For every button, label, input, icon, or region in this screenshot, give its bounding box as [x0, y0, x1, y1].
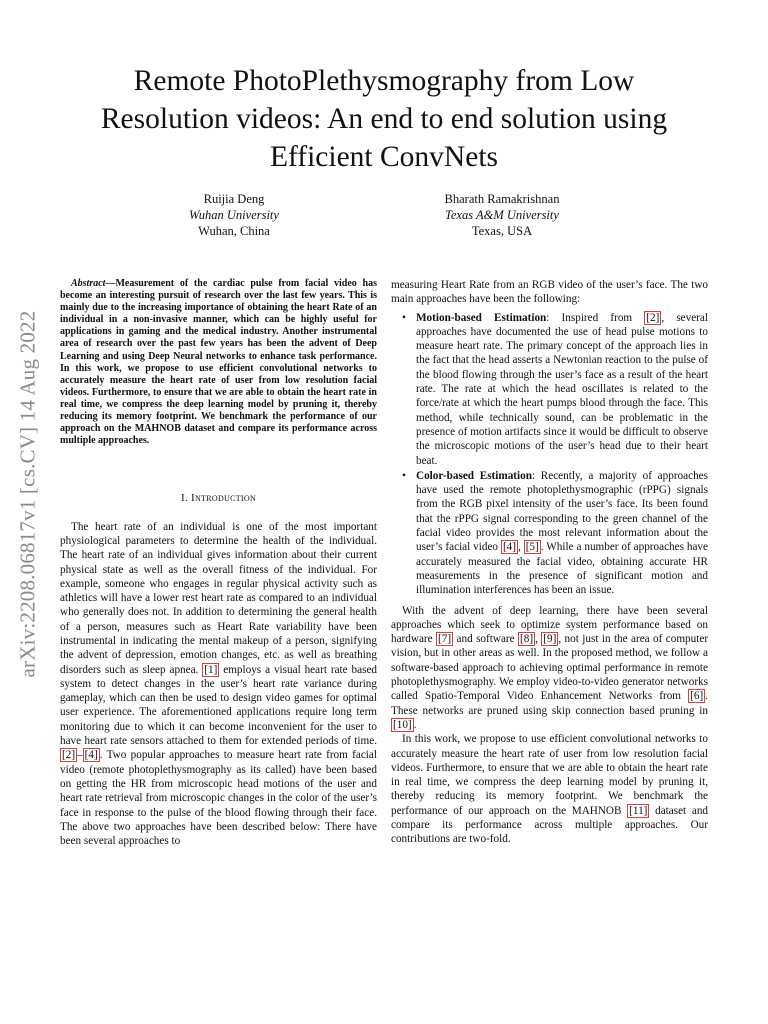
author-affiliation: Wuhan University: [189, 208, 279, 222]
author-name: Ruijia Deng: [203, 192, 265, 206]
citation-link[interactable]: [6]: [690, 690, 704, 703]
bullet-heading: Motion-based Estimation: [416, 311, 547, 324]
separator: ,: [535, 633, 538, 646]
paper-title: Remote PhotoPlethysmography from Low Resolution videos: An end to end solution using Efficient ConvNets: [100, 65, 668, 173]
abstract: [60, 278, 377, 447]
citation-link[interactable]: [4]: [84, 749, 98, 762]
bullet-text: : Inspired from: [546, 311, 633, 324]
arxiv-identifier-stamp: [14, 264, 42, 724]
paragraph-text: . Two popular approaches to measure heart rate from facial video (remote photoplethysmography as its called) have been based on getting the HR from microscopic head motions of the user and heart rate retrieval from microscopic changes in the color of the user’s face in response to the pulse of the blood flowing through their face. The above two approaches have been described below: There have been several approaches to: [60, 749, 377, 848]
paragraph-text: .: [413, 718, 417, 731]
right-column: [391, 278, 708, 847]
citation-link[interactable]: [11]: [629, 804, 648, 817]
arxiv-stamp-text: arXiv:2208.06817v1 [cs.CV] 14 Aug 2022: [15, 310, 40, 678]
citation-link[interactable]: [4]: [502, 541, 516, 554]
approach-list: [391, 311, 708, 598]
bullet-text: : Recently, a majority of approaches have used the remote photoplethysmographic (rPPG) signals from the RGB pixel intensity of the user’s face. Its been found that the rPPG signal corresponding to the green channel of the facial video provides the most relevant information about the user’s facial video: [416, 469, 708, 554]
abstract-label: Abstract: [71, 278, 106, 289]
abstract-text: —Measurement of the cardiac pulse from facial video has become an interesting pursuit of research over the last few years. This is mainly due to the increasing importance of obtaining the heart Rate of an individual in a non-invasive manner, which can be highly useful for applications in gaming and the medical industry. Another instrumental area of research over the past few years has been the advent of Deep Learning and using Deep Neural networks to enhance task performance. In this work, we propose to use efficient convolutional networks to accurately measure the heart rate of user from low resolution facial videos. Furthermore, to ensure that we are able to obtain the heart rate in real time, we compress the deep learning model by pruning it, thereby reducing its memory footprint. We benchmark the performance of our approach on the MAHNOB dataset and compare its performance across multiple approaches.: [60, 278, 377, 447]
list-item-color-based: [391, 469, 708, 598]
citation-link[interactable]: [10]: [393, 718, 412, 731]
paragraph-this-work: [391, 732, 708, 846]
paragraph-text: dataset and compare its performance across multiple approaches. Our contributions are two-fold.: [391, 804, 709, 846]
paragraph-text: and software: [456, 633, 515, 646]
citation-link[interactable]: [5]: [525, 541, 539, 554]
paragraph-text: . These networks are pruned using skip connection based pruning in: [391, 690, 708, 717]
paragraph-text: In this work, we propose to use efficient convolutional networks to accurately measure the heart rate of user from low resolution facial videos. Furthermore, to ensure that we are able to obtain the heart rate in real time, we compress the deep learning model by pruning it, thereby reducing its memory footprint. We benchmark the performance of our approach on the MAHNOB: [391, 733, 708, 817]
citation-link[interactable]: [8]: [520, 633, 534, 646]
section-title: Introduction: [191, 492, 257, 505]
paragraph-text: employs a visual heart rate based system to detect changes in the user’s heart rate variance during gameplay, which can then be used to design video games for optimal user experience. The aforementioned applications require long term monitoring due to which it can become inconvenient for the user to have heart rate sensors attached to them for extended periods of time.: [60, 663, 378, 748]
paragraph-text: The heart rate of an individual is one of the most important physiological parameters to determine the health of the individual. The heart rate of an individual gives information about their current physical state as well as the overall fitness of the individual. For example, someone who engages in regular physical activity such as athletics will have a lower rest heart rate as compared to an individual who generally does not. In addition to determining the general health of a person, measures such as Heart Rate variability have been instrumental in indicating the mental makeup of a person, signifying the advent of depression, emotion changes, etc. as well as breathing disorders such as sleep apnea.: [60, 520, 377, 676]
citation-link[interactable]: [2]: [646, 311, 660, 324]
separator: ,: [517, 541, 521, 554]
paragraph-deep-learning: [391, 604, 708, 733]
citation-link[interactable]: [7]: [438, 633, 452, 646]
author-location: Wuhan, China: [198, 224, 270, 238]
bullet-text: , several approaches have documented the use of head pulse motions to measure heart rate. The primary concept of the approach lies in the fact that the head asserts a Newtonian reaction to the pulse of the blood flowing through the user’s face as a result of the heart rate. The rate at which the head oscillates is related to the force/rate at which the heart pumps blood through the face. This method, while technically sound, can be problematic in the presence of motion artifacts since it would be difficult to observe the microscopic motions of the user’s head due to their heart beat.: [416, 311, 709, 467]
bullet-text: . While a number of approaches have accurately measured the facial video, obtaining accurate HR measurements in the presence of significant motion and illumination interferences has been an issue.: [416, 541, 708, 597]
author-block-2: [372, 191, 632, 239]
intro-paragraph-1: [60, 520, 377, 849]
author-name: Bharath Ramakrishnan: [444, 192, 560, 206]
bullet-heading: Color-based Estimation: [416, 469, 532, 482]
citation-link[interactable]: [9]: [543, 633, 557, 646]
section-number: I.: [180, 492, 188, 505]
author-location: Texas, USA: [471, 224, 533, 238]
citation-link[interactable]: [1]: [204, 663, 218, 676]
citation-link[interactable]: [2]: [62, 749, 76, 762]
author-affiliation: Texas A&M University: [445, 208, 559, 222]
left-column: [60, 278, 377, 848]
paragraph-text: , not just in the area of computer vision, but in other areas as well. In the proposed method, we follow a software-based approach to achieving optimal performance in remote photoplethysmography. We employ video-to-video generator networks called Spatio-Temporal Video Enhancement Networks from: [391, 633, 709, 703]
range-dash: –: [77, 749, 83, 762]
author-block-1: [104, 191, 364, 239]
paragraph-text: With the advent of deep learning, there have been several approaches which seek to optimize system performance based on hardware: [391, 604, 708, 646]
continued-paragraph: measuring Heart Rate from an RGB video of the user’s face. The two main approaches have been the following:: [391, 279, 708, 306]
list-item-motion-based: [391, 311, 708, 468]
section-heading-introduction: [60, 491, 377, 505]
